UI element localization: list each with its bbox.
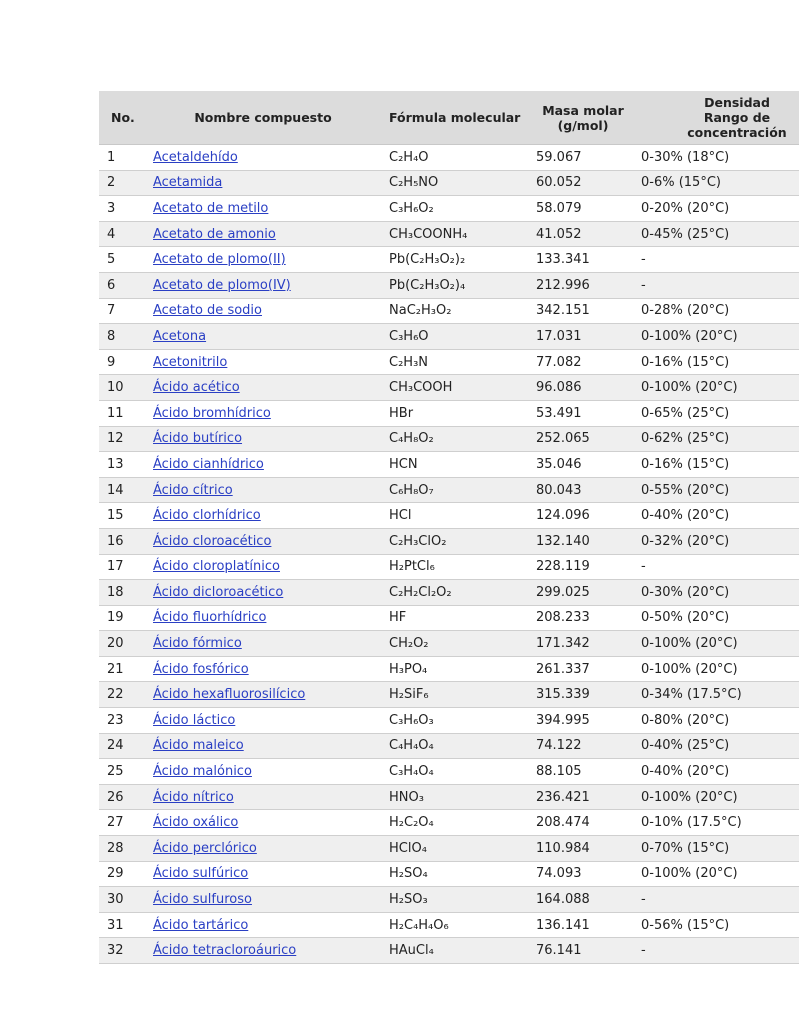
compound-link[interactable]: Ácido hexafluorosilícico (153, 687, 306, 703)
compound-link[interactable]: Acetamida (153, 175, 223, 191)
compound-link[interactable]: Ácido tetracloroáurico (153, 943, 297, 959)
molar-mass: 236.421 (531, 784, 635, 810)
molar-mass: 35.046 (531, 452, 635, 478)
density-range: 0-80% (20°C) (635, 708, 799, 734)
density-range: 0-100% (20°C) (635, 861, 799, 887)
compound-link[interactable]: Ácido cianhídrico (153, 456, 264, 472)
row-number: 29 (99, 861, 145, 887)
density-range: 0-40% (20°C) (635, 759, 799, 785)
table-row (99, 375, 799, 401)
molar-mass: 41.052 (531, 221, 635, 247)
molecular-formula: NaC₂H₃O₂ (381, 298, 531, 324)
density-range: 0-100% (20°C) (635, 784, 799, 810)
molecular-formula: H₂SO₃ (381, 887, 531, 913)
molar-mass: 17.031 (531, 324, 635, 350)
compound-link[interactable]: Acetato de sodio (153, 303, 262, 319)
compound-link[interactable]: Acetato de metilo (153, 200, 269, 216)
density-range: 0-100% (20°C) (635, 324, 799, 350)
compound-name-cell (145, 400, 381, 426)
compound-name-cell (145, 349, 381, 375)
compound-link[interactable]: Ácido cloroplatínico (153, 559, 280, 575)
density-range: 0-28% (20°C) (635, 298, 799, 324)
header-row (99, 91, 799, 145)
row-number: 28 (99, 836, 145, 862)
molar-mass: 171.342 (531, 631, 635, 657)
compound-link[interactable]: Acetona (153, 328, 207, 344)
row-number: 6 (99, 272, 145, 298)
table-row (99, 733, 799, 759)
molar-mass: 208.474 (531, 810, 635, 836)
row-number: 10 (99, 375, 145, 401)
row-number: 13 (99, 452, 145, 478)
table-row (99, 656, 799, 682)
compound-link[interactable]: Ácido cloroacético (153, 533, 272, 549)
compound-name-cell (145, 145, 381, 171)
molecular-formula: H₂PtCl₆ (381, 554, 531, 580)
molecular-formula: C₆H₈O₇ (381, 477, 531, 503)
compound-link[interactable]: Ácido fórmico (153, 636, 242, 652)
table-row (99, 452, 799, 478)
compound-link[interactable]: Acetato de amonio (153, 226, 276, 242)
row-number: 16 (99, 528, 145, 554)
molecular-formula: H₂C₂O₄ (381, 810, 531, 836)
density-range: - (635, 887, 799, 913)
table-row (99, 759, 799, 785)
table-row (99, 503, 799, 529)
density-range: 0-45% (25°C) (635, 221, 799, 247)
molecular-formula: C₃H₄O₄ (381, 759, 531, 785)
compound-name-cell (145, 426, 381, 452)
density-range: 0-100% (20°C) (635, 631, 799, 657)
table-row (99, 580, 799, 606)
molar-mass: 59.067 (531, 145, 635, 171)
row-number: 32 (99, 938, 145, 964)
row-number: 24 (99, 733, 145, 759)
molar-mass: 88.105 (531, 759, 635, 785)
table-row (99, 887, 799, 913)
row-number: 2 (99, 170, 145, 196)
compound-name-cell (145, 887, 381, 913)
compound-link[interactable]: Acetonitrilo (153, 354, 228, 370)
row-number: 15 (99, 503, 145, 529)
molecular-formula: HF (381, 605, 531, 631)
header-density-line2: Rango de (703, 110, 771, 125)
density-range: 0-70% (15°C) (635, 836, 799, 862)
table-row (99, 861, 799, 887)
molecular-formula: C₂H₃N (381, 349, 531, 375)
row-number: 23 (99, 708, 145, 734)
compound-name-cell (145, 170, 381, 196)
density-range: 0-62% (25°C) (635, 426, 799, 452)
density-range: 0-65% (25°C) (635, 400, 799, 426)
molecular-formula: HBr (381, 400, 531, 426)
molecular-formula: HCl (381, 503, 531, 529)
molecular-formula: C₄H₈O₂ (381, 426, 531, 452)
compound-link[interactable]: Ácido perclórico (153, 840, 257, 856)
compound-table (99, 91, 799, 964)
row-number: 30 (99, 887, 145, 913)
molecular-formula: C₂H₄O (381, 145, 531, 171)
table-row (99, 708, 799, 734)
density-range: 0-20% (20°C) (635, 196, 799, 222)
density-range: 0-100% (20°C) (635, 375, 799, 401)
row-number: 3 (99, 196, 145, 222)
molar-mass: 74.093 (531, 861, 635, 887)
row-number: 1 (99, 145, 145, 171)
molar-mass: 74.122 (531, 733, 635, 759)
molar-mass: 164.088 (531, 887, 635, 913)
table-row (99, 400, 799, 426)
compound-name-cell (145, 810, 381, 836)
table-row (99, 682, 799, 708)
compound-link[interactable]: Ácido dicloroacético (153, 584, 284, 600)
compound-link[interactable]: Ácido maleico (153, 738, 244, 754)
row-number: 12 (99, 426, 145, 452)
header-mass (531, 91, 635, 145)
row-number: 14 (99, 477, 145, 503)
molecular-formula: HNO₃ (381, 784, 531, 810)
compound-link[interactable]: Acetaldehído (153, 149, 238, 165)
density-range: - (635, 272, 799, 298)
table-row (99, 554, 799, 580)
molecular-formula: CH₂O₂ (381, 631, 531, 657)
row-number: 27 (99, 810, 145, 836)
molecular-formula: CH₃COOH (381, 375, 531, 401)
compound-name-cell (145, 656, 381, 682)
molar-mass: 252.065 (531, 426, 635, 452)
table-row (99, 836, 799, 862)
table-row (99, 426, 799, 452)
row-number: 17 (99, 554, 145, 580)
table-row (99, 298, 799, 324)
compound-link[interactable]: Ácido láctico (153, 712, 236, 728)
compound-name-cell (145, 708, 381, 734)
density-range: - (635, 554, 799, 580)
compound-name-cell (145, 784, 381, 810)
compound-name-cell (145, 272, 381, 298)
molar-mass: 124.096 (531, 503, 635, 529)
molar-mass: 315.339 (531, 682, 635, 708)
table-row (99, 349, 799, 375)
compound-link[interactable]: Acetato de plomo(IV) (153, 277, 291, 293)
molar-mass: 136.141 (531, 912, 635, 938)
molecular-formula: H₃PO₄ (381, 656, 531, 682)
table-row (99, 247, 799, 273)
table-row (99, 784, 799, 810)
compound-link[interactable]: Ácido malónico (153, 764, 252, 780)
molar-mass: 76.141 (531, 938, 635, 964)
compound-name-cell (145, 733, 381, 759)
molecular-formula: HCN (381, 452, 531, 478)
molar-mass: 299.025 (531, 580, 635, 606)
table-row (99, 912, 799, 938)
row-number: 26 (99, 784, 145, 810)
compound-name-cell (145, 759, 381, 785)
compound-name-cell (145, 861, 381, 887)
row-number: 18 (99, 580, 145, 606)
compound-link[interactable]: Ácido sulfúrico (153, 866, 249, 882)
density-range: 0-34% (17.5°C) (635, 682, 799, 708)
density-range: 0-10% (17.5°C) (635, 810, 799, 836)
table-row (99, 528, 799, 554)
molar-mass: 77.082 (531, 349, 635, 375)
molecular-formula: H₂C₄H₄O₆ (381, 912, 531, 938)
compound-name-cell (145, 631, 381, 657)
table-row (99, 272, 799, 298)
molecular-formula: C₃H₆O₂ (381, 196, 531, 222)
table-row (99, 170, 799, 196)
row-number: 31 (99, 912, 145, 938)
compound-name-cell (145, 836, 381, 862)
molecular-formula: H₂SiF₆ (381, 682, 531, 708)
header-density-line1: Densidad (704, 95, 770, 110)
molar-mass: 212.996 (531, 272, 635, 298)
density-range: 0-6% (15°C) (635, 170, 799, 196)
table-row (99, 324, 799, 350)
compound-name-cell (145, 503, 381, 529)
compound-link[interactable]: Ácido cítrico (153, 482, 233, 498)
header-name: Nombre compuesto (145, 91, 381, 145)
density-range: 0-30% (18°C) (635, 145, 799, 171)
table-row (99, 196, 799, 222)
table-body (99, 145, 799, 964)
molar-mass: 53.491 (531, 400, 635, 426)
header-no: No. (99, 91, 145, 145)
molar-mass: 60.052 (531, 170, 635, 196)
molar-mass: 228.119 (531, 554, 635, 580)
molecular-formula: C₃H₆O₃ (381, 708, 531, 734)
compound-link[interactable]: Ácido oxálico (153, 815, 239, 831)
compound-link[interactable]: Ácido nítrico (153, 789, 234, 805)
molecular-formula: C₄H₄O₄ (381, 733, 531, 759)
density-range: - (635, 938, 799, 964)
density-range: 0-56% (15°C) (635, 912, 799, 938)
molecular-formula: C₂H₅NO (381, 170, 531, 196)
compound-name-cell (145, 247, 381, 273)
header-density-line3: concentración (687, 125, 787, 140)
density-range: 0-16% (15°C) (635, 349, 799, 375)
compound-link[interactable]: Acetato de plomo(II) (153, 252, 286, 268)
table-row (99, 477, 799, 503)
molar-mass: 96.086 (531, 375, 635, 401)
compound-name-cell (145, 580, 381, 606)
compound-link[interactable]: Ácido bromhídrico (153, 405, 271, 421)
molecular-formula: HClO₄ (381, 836, 531, 862)
density-range: 0-30% (20°C) (635, 580, 799, 606)
row-number: 4 (99, 221, 145, 247)
molecular-formula: Pb(C₂H₃O₂)₂ (381, 247, 531, 273)
table-row (99, 810, 799, 836)
compound-name-cell (145, 682, 381, 708)
molar-mass: 132.140 (531, 528, 635, 554)
compound-table-container (99, 91, 799, 964)
molar-mass: 133.341 (531, 247, 635, 273)
molecular-formula: HAuCl₄ (381, 938, 531, 964)
density-range: 0-40% (25°C) (635, 733, 799, 759)
table-header (99, 91, 799, 145)
table-row (99, 938, 799, 964)
compound-link[interactable]: Ácido clorhídrico (153, 508, 261, 524)
molecular-formula: C₃H₆O (381, 324, 531, 350)
row-number: 19 (99, 605, 145, 631)
compound-link[interactable]: Ácido tartárico (153, 917, 249, 933)
compound-link[interactable]: Ácido acético (153, 380, 240, 396)
row-number: 9 (99, 349, 145, 375)
row-number: 20 (99, 631, 145, 657)
compound-name-cell (145, 196, 381, 222)
row-number: 21 (99, 656, 145, 682)
density-range: 0-100% (20°C) (635, 656, 799, 682)
compound-link[interactable]: Ácido butírico (153, 431, 243, 447)
table-row (99, 221, 799, 247)
molecular-formula: Pb(C₂H₃O₂)₄ (381, 272, 531, 298)
table-row (99, 631, 799, 657)
compound-name-cell (145, 528, 381, 554)
molar-mass: 394.995 (531, 708, 635, 734)
molecular-formula: C₂H₃ClO₂ (381, 528, 531, 554)
density-range: 0-50% (20°C) (635, 605, 799, 631)
molar-mass: 110.984 (531, 836, 635, 862)
molecular-formula: C₂H₂Cl₂O₂ (381, 580, 531, 606)
header-formula: Fórmula molecular (381, 91, 531, 145)
density-range: 0-55% (20°C) (635, 477, 799, 503)
compound-name-cell (145, 221, 381, 247)
compound-name-cell (145, 605, 381, 631)
row-number: 7 (99, 298, 145, 324)
header-mass-line1: Masa molar (542, 102, 624, 118)
compound-name-cell (145, 554, 381, 580)
table-row (99, 605, 799, 631)
molar-mass: 208.233 (531, 605, 635, 631)
header-density (635, 91, 799, 145)
molar-mass: 58.079 (531, 196, 635, 222)
row-number: 22 (99, 682, 145, 708)
compound-name-cell (145, 452, 381, 478)
molecular-formula: H₂SO₄ (381, 861, 531, 887)
table-row (99, 145, 799, 171)
header-mass-line2: (g/mol) (557, 117, 609, 133)
row-number: 8 (99, 324, 145, 350)
compound-name-cell (145, 938, 381, 964)
density-range: 0-32% (20°C) (635, 528, 799, 554)
molar-mass: 342.151 (531, 298, 635, 324)
compound-link[interactable]: Ácido fosfórico (153, 661, 249, 677)
molecular-formula: CH₃COONH₄ (381, 221, 531, 247)
molar-mass: 261.337 (531, 656, 635, 682)
molar-mass: 80.043 (531, 477, 635, 503)
row-number: 25 (99, 759, 145, 785)
compound-name-cell (145, 298, 381, 324)
density-range: - (635, 247, 799, 273)
compound-name-cell (145, 477, 381, 503)
compound-name-cell (145, 324, 381, 350)
row-number: 11 (99, 400, 145, 426)
compound-name-cell (145, 912, 381, 938)
density-range: 0-40% (20°C) (635, 503, 799, 529)
compound-link[interactable]: Ácido fluorhídrico (153, 610, 267, 626)
compound-link[interactable]: Ácido sulfuroso (153, 892, 252, 908)
density-range: 0-16% (15°C) (635, 452, 799, 478)
compound-name-cell (145, 375, 381, 401)
row-number: 5 (99, 247, 145, 273)
